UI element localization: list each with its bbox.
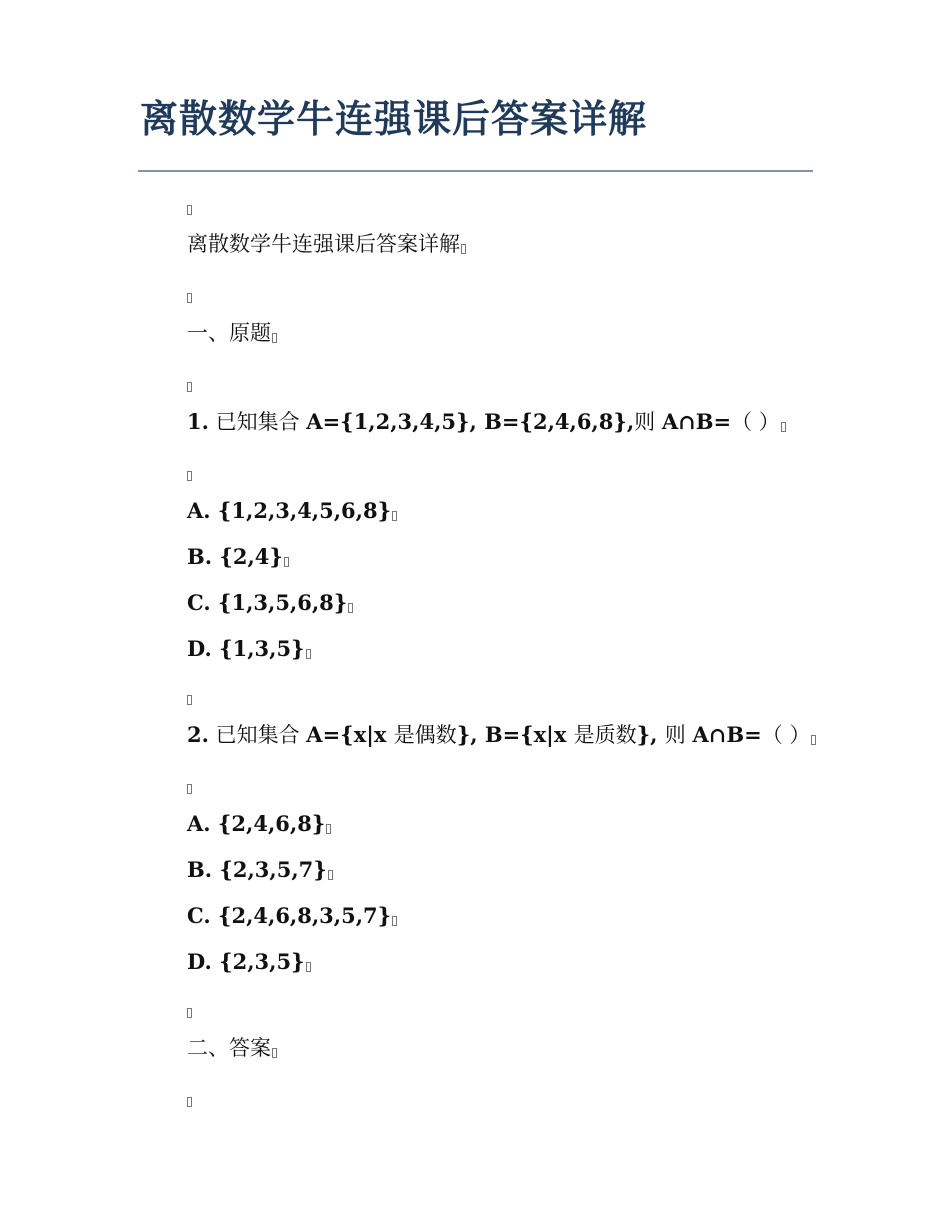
empty-paragraph bbox=[187, 773, 192, 801]
empty-paragraph bbox=[187, 997, 192, 1025]
paragraph-mark-icon bbox=[187, 1097, 192, 1107]
question-math: A∩B= bbox=[661, 409, 732, 434]
option-value: {2,4,6,8} bbox=[210, 811, 326, 836]
paragraph-mark-icon bbox=[781, 422, 786, 432]
empty-paragraph bbox=[187, 282, 192, 310]
paragraph-mark-icon bbox=[272, 1048, 277, 1058]
paragraph-mark-icon bbox=[187, 382, 192, 392]
document-title: 离散数学牛连强课后答案详解 bbox=[140, 97, 648, 141]
question-number: 1. bbox=[187, 409, 209, 434]
option-value: {2,4,6,8,3,5,7} bbox=[210, 903, 392, 928]
paragraph-mark-icon bbox=[306, 962, 311, 972]
option-value: {1,2,3,4,5,6,8} bbox=[210, 498, 392, 523]
question-math: }, B={x|x bbox=[456, 722, 574, 747]
option-item bbox=[187, 589, 353, 617]
option-value: {1,3,5,6,8} bbox=[210, 590, 348, 615]
empty-paragraph bbox=[187, 194, 192, 222]
option-label: D. bbox=[187, 636, 212, 661]
question-text: 已知集合 bbox=[208, 723, 307, 747]
option-label: B. bbox=[187, 857, 213, 882]
question-text: （ ） bbox=[731, 410, 780, 434]
paragraph-mark-icon bbox=[348, 603, 353, 613]
paragraph-mark-icon bbox=[392, 511, 397, 521]
paragraph-mark-icon bbox=[328, 870, 333, 880]
subtitle: 离散数学牛连强课后答案详解 bbox=[187, 232, 460, 256]
title-divider bbox=[138, 170, 813, 172]
question-number: 2. bbox=[187, 722, 209, 747]
paragraph-mark-icon bbox=[461, 244, 466, 254]
option-label: B. bbox=[187, 544, 213, 569]
empty-paragraph bbox=[187, 371, 192, 399]
option-label: D. bbox=[187, 949, 212, 974]
option-value: {2,3,5,7} bbox=[212, 857, 327, 882]
paragraph-mark-icon bbox=[187, 471, 192, 481]
option-value: {1,3,5} bbox=[211, 636, 305, 661]
paragraph-mark-icon bbox=[306, 649, 311, 659]
section-heading-text: 一、原题 bbox=[187, 321, 271, 345]
paragraph-mark-icon bbox=[187, 293, 192, 303]
question-2 bbox=[187, 721, 816, 749]
question-1 bbox=[187, 408, 786, 436]
empty-paragraph bbox=[187, 460, 192, 488]
option-item bbox=[187, 497, 397, 525]
empty-paragraph bbox=[187, 1086, 192, 1114]
empty-paragraph bbox=[187, 684, 192, 712]
paragraph-mark-icon bbox=[284, 557, 289, 567]
option-item bbox=[187, 810, 331, 838]
question-text: 是偶数 bbox=[393, 723, 457, 747]
question-math: A={x|x bbox=[306, 722, 394, 747]
question-text: 则 bbox=[634, 410, 662, 434]
question-math: A∩B= bbox=[692, 722, 762, 747]
option-label: C. bbox=[187, 590, 211, 615]
question-text: （ ） bbox=[761, 723, 811, 747]
option-value: {2,4} bbox=[212, 544, 283, 569]
option-label: A. bbox=[187, 811, 211, 836]
paragraph-mark-icon bbox=[272, 333, 277, 343]
question-text: 则 bbox=[664, 723, 693, 747]
section-heading-1 bbox=[187, 319, 277, 347]
paragraph-mark-icon bbox=[187, 1008, 192, 1018]
option-label: C. bbox=[187, 903, 211, 928]
paragraph-mark-icon bbox=[811, 735, 816, 745]
option-item bbox=[187, 902, 397, 930]
section-heading-2 bbox=[187, 1034, 277, 1062]
option-value: {2,3,5} bbox=[211, 949, 305, 974]
question-text: 是质数 bbox=[573, 723, 637, 747]
option-item bbox=[187, 543, 289, 571]
option-item bbox=[187, 948, 311, 976]
section-heading-text: 二、答案 bbox=[187, 1036, 271, 1060]
question-math: }, bbox=[636, 722, 665, 747]
subtitle-line bbox=[187, 230, 466, 258]
paragraph-mark-icon bbox=[326, 824, 331, 834]
option-label: A. bbox=[187, 498, 211, 523]
paragraph-mark-icon bbox=[187, 695, 192, 705]
option-item bbox=[187, 635, 311, 663]
paragraph-mark-icon bbox=[187, 784, 192, 794]
paragraph-mark-icon bbox=[187, 205, 192, 215]
question-math: A={1,2,3,4,5}, B={2,4,6,8}, bbox=[306, 409, 635, 434]
option-item bbox=[187, 856, 333, 884]
question-text: 已知集合 bbox=[208, 410, 307, 434]
paragraph-mark-icon bbox=[392, 916, 397, 926]
